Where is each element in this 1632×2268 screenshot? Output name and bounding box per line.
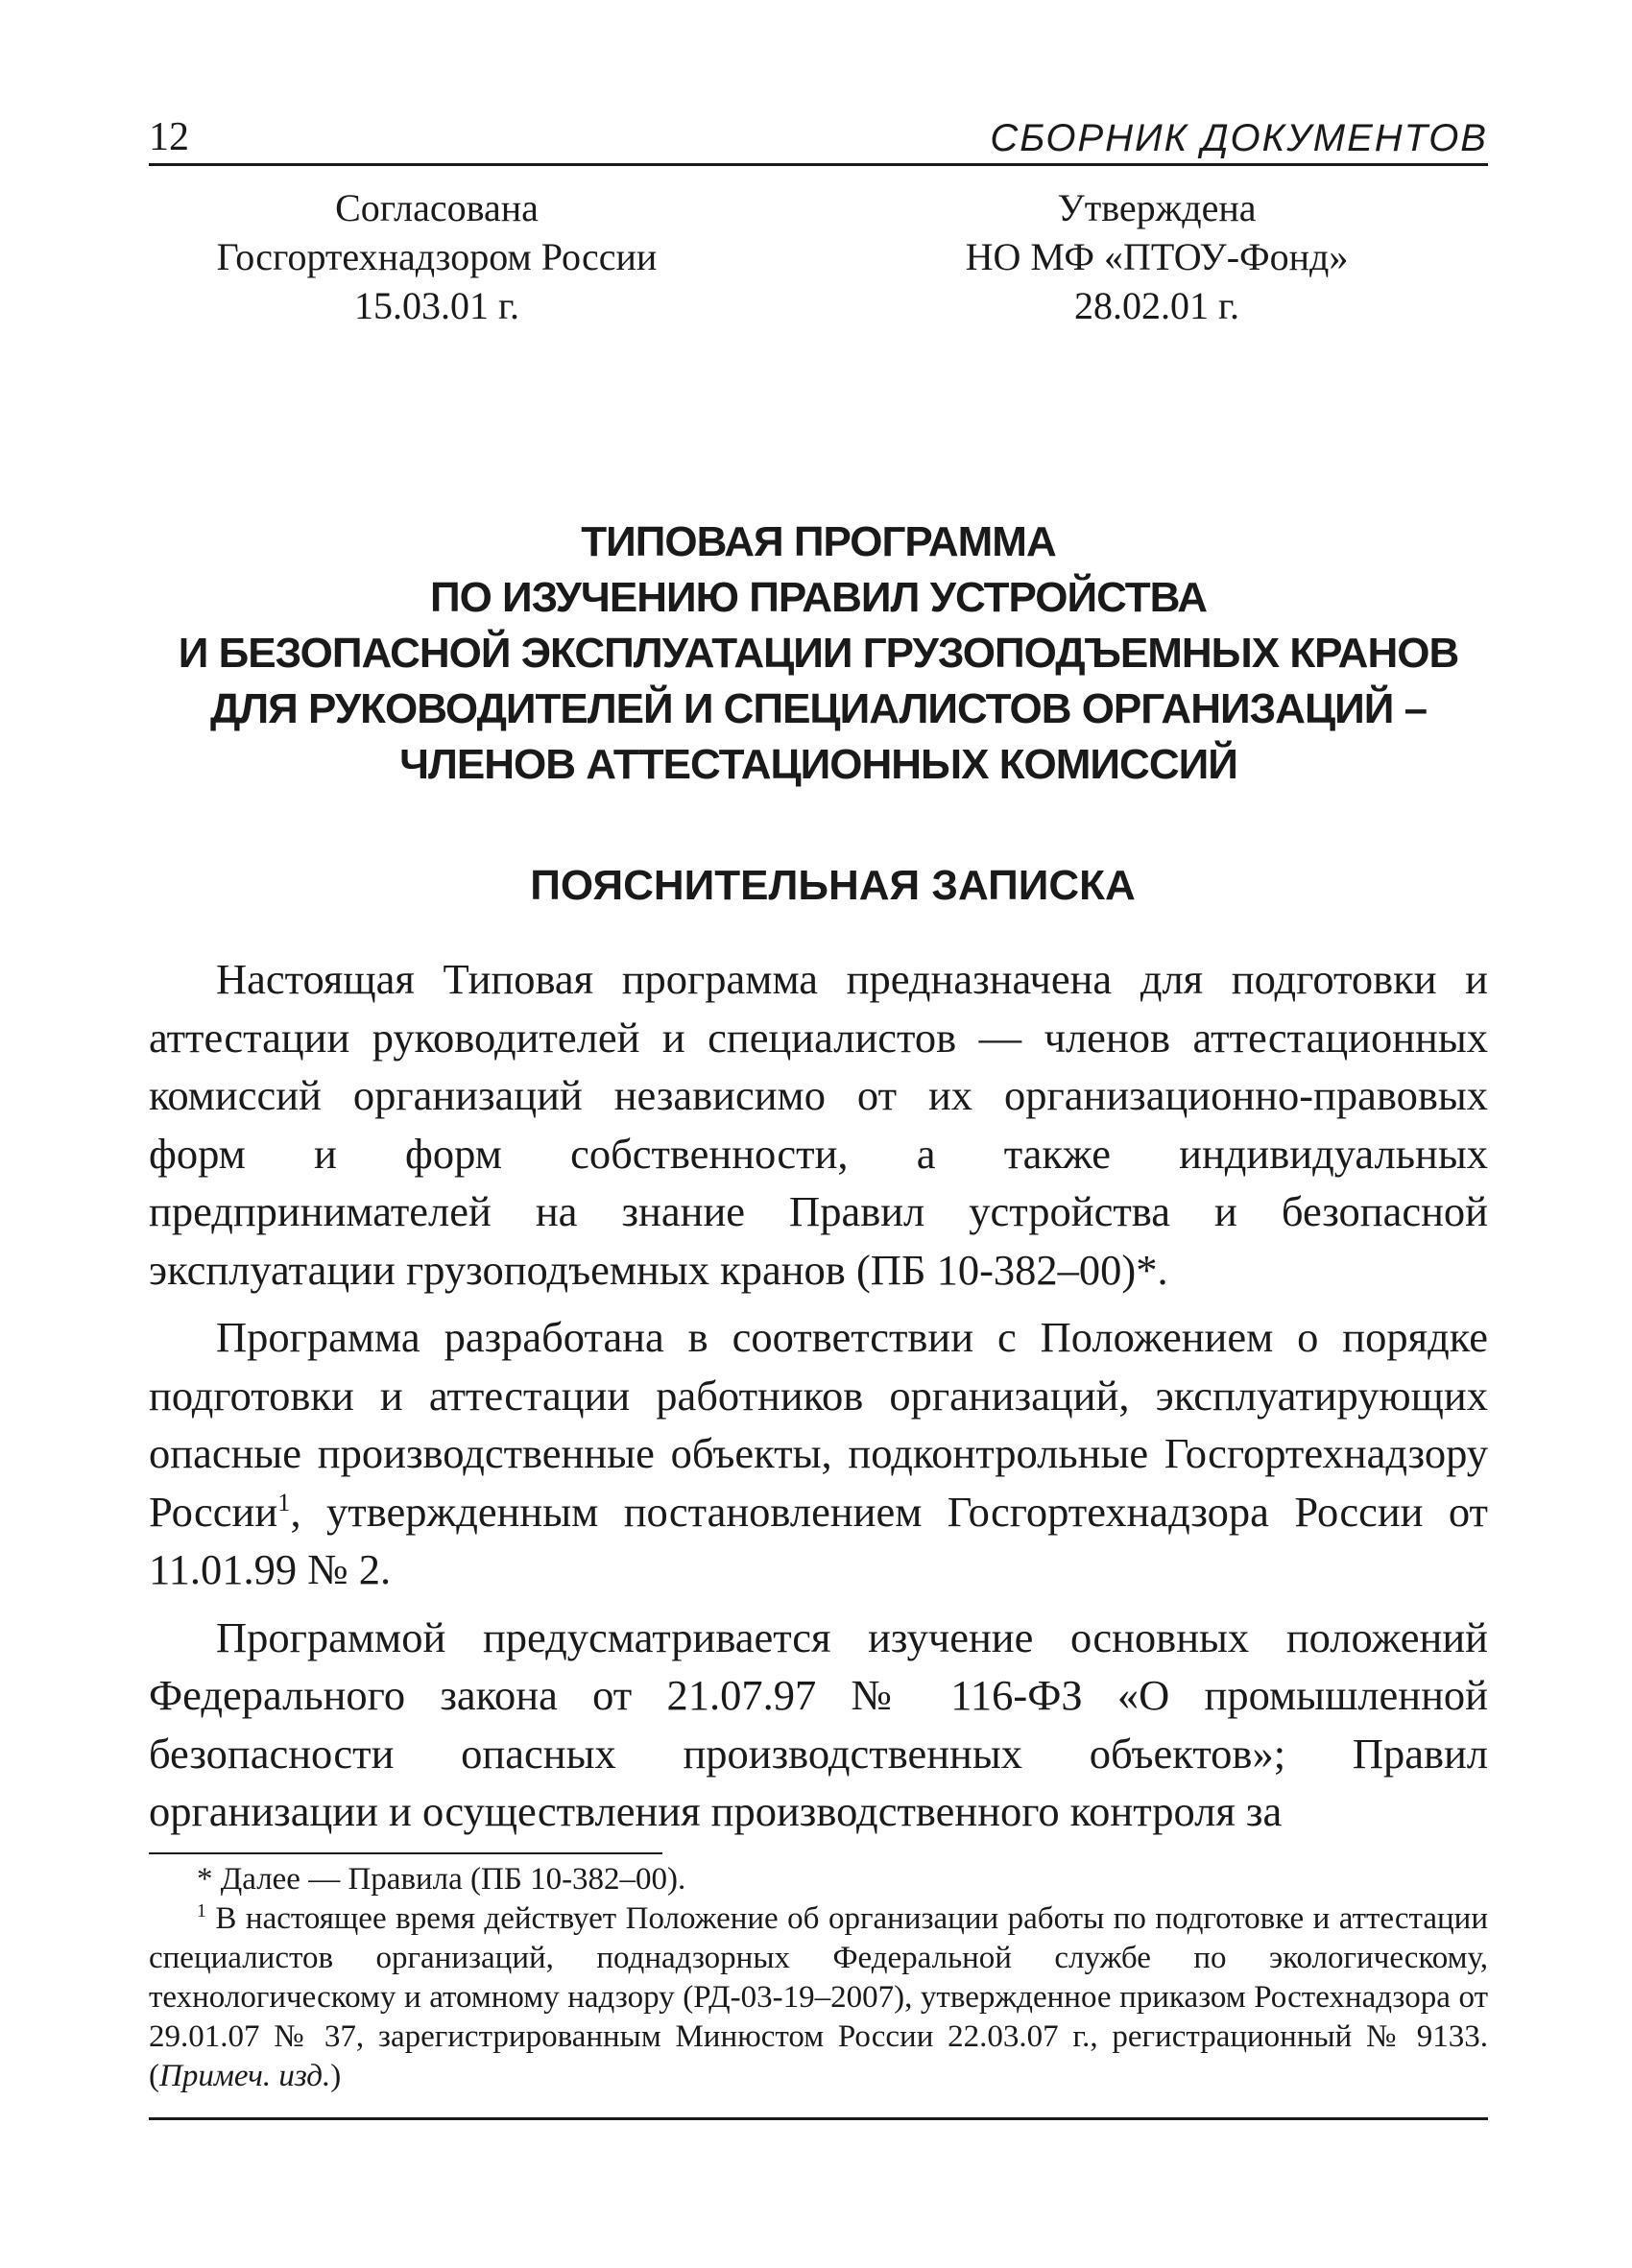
approved-date: 28.02.01 г. xyxy=(1074,284,1239,327)
title-line: И БЕЗОПАСНОЙ ЭКСПЛУАТАЦИИ ГРУЗОПОДЪЕМНЫХ КРАНОВ xyxy=(178,630,1459,677)
collection-title: СБОРНИК ДОКУМЕНТОВ xyxy=(990,117,1488,159)
footnote-divider xyxy=(149,1852,662,1854)
footnote-1-text: В настоящее время действует Положение об организации работы по подготовке и аттестации специалистов организаций, поднадзорных Федеральной службе по экологическому, технологическому и атомному надзору (РД-03-19–2007), утвержденное приказом Ростехнадзора от 29.01.07 № 37, зарегистрированным Минюстом России 22.03.07 г., регистрационный № 9133. ( xyxy=(149,1900,1488,2093)
paragraph-scope: Программой предусматривается изучение основных положений Федерального закона от 21.07.97 № 116-ФЗ «О промышленной безопасности опасных производственных объектов»; Правил организации и осуществления производственного контроля за xyxy=(149,1612,1488,1835)
title-line: ТИПОВАЯ ПРОГРАММА xyxy=(581,518,1056,565)
agreed-by-block xyxy=(187,183,686,330)
document-page xyxy=(149,106,1488,2120)
body-text xyxy=(149,950,1488,1841)
footnote-1-close: ) xyxy=(330,2058,342,2093)
agreed-label: Согласована xyxy=(335,186,539,229)
agreed-authority: Госгортехнадзором России xyxy=(216,235,658,278)
running-header xyxy=(149,106,1488,166)
footnote-ref: 1 xyxy=(277,1487,291,1516)
page-number: 12 xyxy=(149,115,189,159)
paragraph-basis-text-end: , утвержденным постановлением Госгортехнадзора России от 11.01.99 № 2. xyxy=(149,1487,1488,1593)
approved-label: Утверждена xyxy=(1057,186,1257,229)
approved-authority: НО МФ «ПТОУ-Фонд» xyxy=(965,235,1349,278)
title-line: ПО ИЗУЧЕНИЮ ПРАВИЛ УСТРОЙСТВА xyxy=(429,574,1208,621)
footnotes xyxy=(149,1852,1488,2096)
bottom-divider xyxy=(149,2117,1488,2120)
editor-note: Примеч. изд. xyxy=(159,2058,331,2093)
paragraph-purpose: Настоящая Типовая программа предназначена для подготовки и аттестации руководителей и специалистов — членов аттестационных комиссий организаций независимо от их организационно-правовых форм и форм собственности, а также индивидуальных предпринимателей на знание Правил устройства и безопасной эксплуатации грузоподъемных кранов (ПБ 10-382–00)*. xyxy=(149,955,1488,1294)
footnote-marker: 1 xyxy=(197,1899,206,1922)
footnote-1 xyxy=(149,1899,1488,2096)
agreed-date: 15.03.01 г. xyxy=(354,284,519,327)
paragraph-basis xyxy=(149,1308,1488,1599)
approved-by-block xyxy=(931,183,1382,330)
title-line: ДЛЯ РУКОВОДИТЕЛЕЙ И СПЕЦИАЛИСТОВ ОРГАНИЗАЦИЙ – xyxy=(209,685,1428,732)
title-line: ЧЛЕНОВ АТТЕСТАЦИОННЫХ КОМИССИЙ xyxy=(399,741,1237,788)
paragraph-basis-text: Программа разработана в соответствии с Положением о порядке подготовки и аттестации работников организаций, эксплуатирующих опасные производственные объекты, подконтрольные Госгортехнадзору России xyxy=(149,1313,1488,1536)
footnote-asterisk: * Далее — Правила (ПБ 10-382–00). xyxy=(197,1861,686,1897)
approval-stamps xyxy=(149,183,1488,330)
section-heading: ПОЯСНИТЕЛЬНАЯ ЗАПИСКА xyxy=(530,862,1136,909)
document-title xyxy=(149,514,1488,793)
